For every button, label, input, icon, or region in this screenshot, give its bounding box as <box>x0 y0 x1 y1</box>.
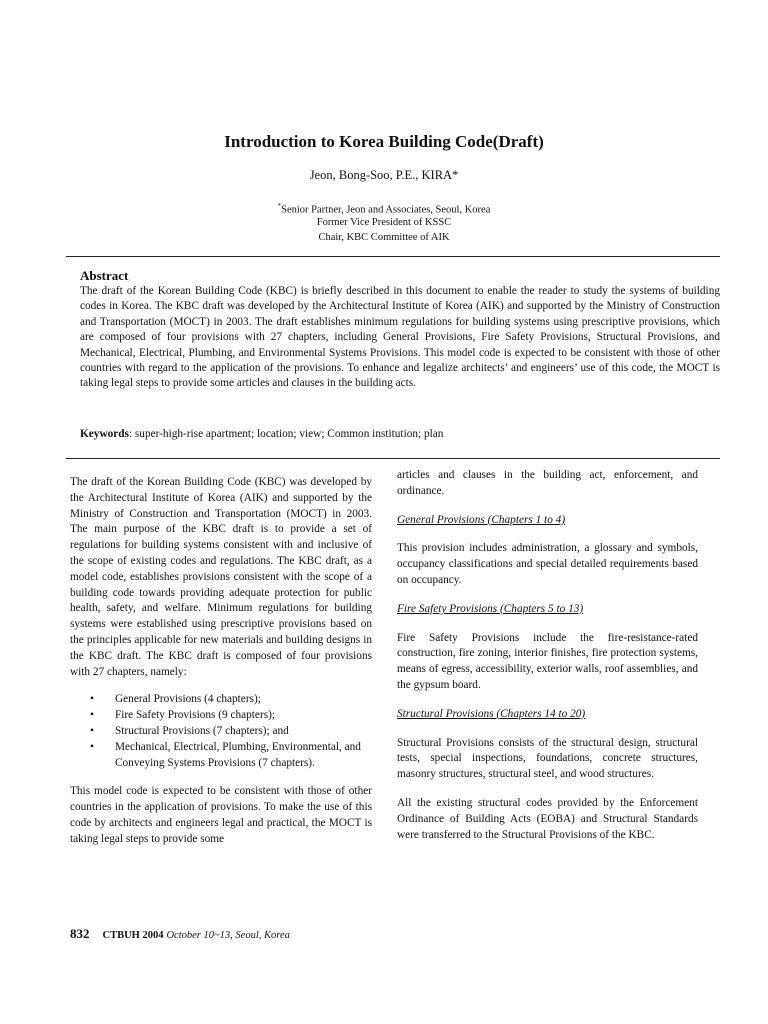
model-code-paragraph: This model code is expected to be consistent with those of other countries in the application of provisions. To make the use of this code by architects and engineers legal and practical, the MOCT is taking legal steps to provide some <box>70 785 372 845</box>
abstract-body: The draft of the Korean Building Code (KBC) is briefly described in this document to enable the reader to study the systems of building codes in Korea. The KBC draft was developed by the Architectural Institute of Korea (AIK) and supported by the Ministry of Construction and Transportation (MOCT) in 2003. The draft establishes minimum regulations for building systems using prescriptive provisions, which are composed of four provisions with 27 chapters, including General Provisions, Fire Safety Provisions, Structural Provisions, and Mechanical, Electrical, Plumbing, and Environmental Systems Provisions. This model code is expected to be consistent with those of other countries with regard to the application of the provisions. To enhance and legalize architects’ and engineers’ use of this code, the MOCT is taking legal steps to provide some articles and clauses in the building acts. <box>80 285 720 390</box>
affiliation-star: * <box>277 202 282 210</box>
list-item <box>70 740 372 772</box>
bullet-icon: • <box>90 709 94 722</box>
affiliation-text-1: Senior Partner, Jeon and Associates, Seoul, Korea <box>281 204 491 216</box>
list-item-text: Structural Provisions (7 chapters); and <box>115 724 289 737</box>
structural-provisions-heading: Structural Provisions (Chapters 14 to 20) <box>397 707 586 720</box>
fire-safety-heading: Fire Safety Provisions (Chapters 5 to 13) <box>397 602 584 615</box>
conference-name: CTBUH 2004 <box>102 930 164 941</box>
abstract-divider <box>66 458 720 459</box>
general-provisions-text: This provision includes administration, a glossary and symbols, occupancy classifications and special detailed requirements based on occupancy. <box>397 542 698 586</box>
intro-paragraph: The draft of the Korean Building Code (KBC) was developed by the Architectural Institute of Korea (AIK) and supported by the Ministry of Construction and Transportation (MOCT) in 2003. The main purpose of the KBC draft is to provide a set of regulations for building systems consistent with and inclusive of the scope of existing codes and regulations. The KBC draft, as a model code, establishes provisions consistent with the scope of a building code towards providing adequate protection for public health, safety, and welfare. Minimum regulations for building systems were established using prescriptive provisions based on the principles applicable for new materials and building designs in the KBC draft. The KBC draft is composed of four provisions with 27 chapters, namely: <box>70 476 372 678</box>
paper-title: Introduction to Korea Building Code(Draft) <box>224 132 544 151</box>
list-item-text: Fire Safety Provisions (9 chapters); <box>115 709 276 722</box>
bullet-icon: • <box>90 724 94 737</box>
affiliation-line-1 <box>0 202 768 216</box>
continuation-paragraph: articles and clauses in the building act, enforcement, and ordinance. <box>397 469 698 497</box>
list-item <box>70 708 372 724</box>
page-number: 832 <box>70 926 90 941</box>
conference-date: October 10~13, Seoul, Korea <box>166 930 290 941</box>
bullet-icon: • <box>90 693 94 706</box>
author-line: Jeon, Bong-Soo, P.E., KIRA* <box>309 168 459 182</box>
keywords-label: Keywords <box>80 428 129 440</box>
list-item-text: General Provisions (4 chapters); <box>115 693 261 706</box>
keywords-text: : super-high-rise apartment; location; view; Common institution; plan <box>128 428 444 440</box>
affiliation-line-3: Chair, KBC Committee of AIK <box>318 232 450 243</box>
list-item <box>70 724 372 740</box>
list-item <box>70 692 372 708</box>
affiliation-line-2: Former Vice President of KSSC <box>316 217 452 228</box>
general-provisions-heading: General Provisions (Chapters 1 to 4) <box>397 513 566 526</box>
bullet-icon: • <box>90 740 94 753</box>
keywords-line <box>80 427 720 442</box>
provisions-list <box>70 692 372 771</box>
structural-transfer-text: All the existing structural codes provided by the Enforcement Ordinance of Building Acts (EOBA) and Structural Standards were transferred to the Structural Provisions of the KBC. <box>397 796 698 841</box>
list-item-text: Mechanical, Electrical, Plumbing, Environmental, and Conveying Systems Provisions (7 chapters). <box>115 740 361 769</box>
fire-safety-text: Fire Safety Provisions include the fire-resistance-rated construction, fire zoning, interior finishes, fire protection systems, means of egress, accessibility, exterior walls, roof assemblies, and the gypsum board. <box>397 631 698 691</box>
structural-provisions-text: Structural Provisions consists of the structural design, structural tests, special inspections, foundations, concrete structures, masonry structures, structural steel, and wood structures. <box>397 736 698 781</box>
left-column <box>70 475 372 848</box>
top-divider <box>66 256 720 257</box>
page-footer <box>70 926 290 942</box>
right-column <box>397 468 698 843</box>
abstract-heading: Abstract <box>80 268 129 283</box>
